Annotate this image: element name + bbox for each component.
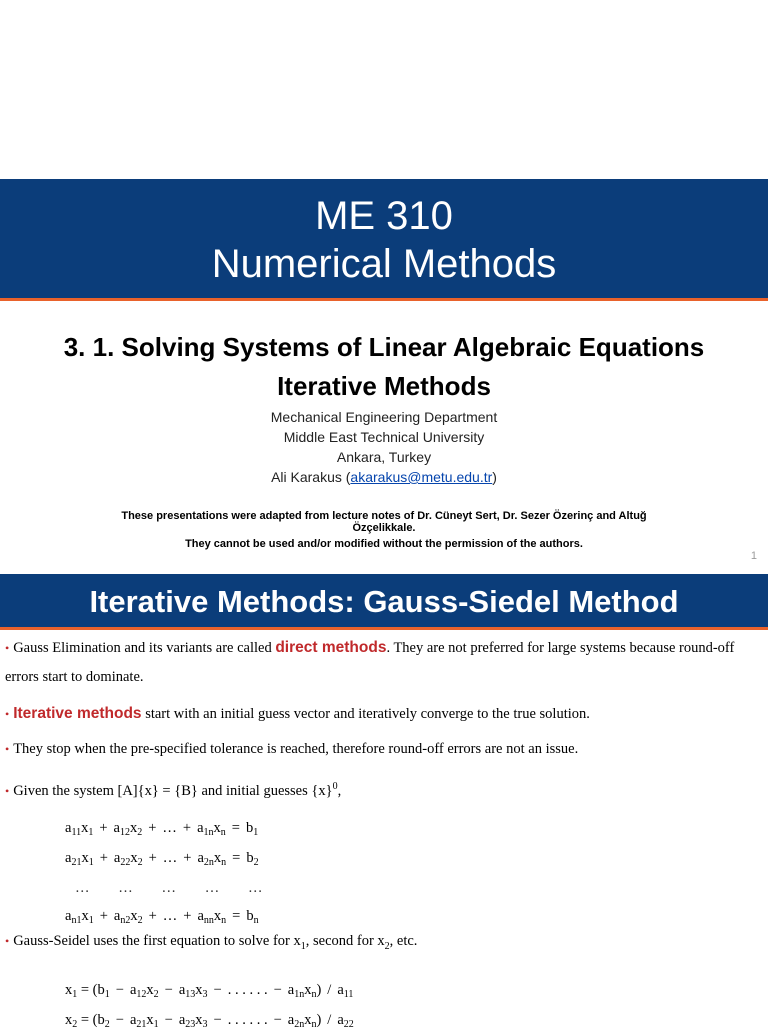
bullet: •	[5, 742, 10, 756]
iterative-methods-highlight: Iterative methods	[13, 705, 142, 722]
lecture-subtitle: Iterative Methods	[277, 371, 491, 401]
p4-text: Given the system [A]{x} = {B} and initial guesses {x}	[13, 782, 333, 799]
author-email-link[interactable]: akarakus@metu.edu.tr	[350, 469, 493, 485]
p4-end: ,	[337, 782, 342, 799]
location: Ankara, Turkey	[336, 449, 432, 465]
p2-text-after: start with an initial guess vector and iteratively converge to the true solution.	[141, 706, 590, 722]
p1-text-before: Gauss Elimination and its variants are called	[13, 640, 276, 656]
p3-text: They stop when the pre-specified tolerance is reached, therefore round-off errors are not an issue.	[13, 741, 579, 757]
bullet: •	[5, 641, 10, 655]
title-band	[0, 179, 768, 301]
p1-text-after: . They are not preferred for large systems because round-off errors start to dominate.	[5, 640, 735, 685]
page-number: 1	[750, 550, 757, 562]
p5-sub2: 2	[384, 940, 390, 952]
solution-equation-x1: $x_1 = (b_1 - a_{12}x_2 - a_{13}x_3$ − . . . . . . − $a_{1n}x_n) / a_{11}$	[65, 982, 354, 1000]
attribution-note: These presentations were adapted from lecture notes of Dr. Cüneyt Sert, Dr. Sezer Özerinç and Altuğ Özçelikkale.	[121, 510, 647, 534]
equation-row-2: $a_{21}x_1 + a_{22}x_2$ + … + $a_{2n}x_n = b_2$	[65, 850, 259, 868]
p5-text-before: Gauss-Seidel uses the first equation to solve for x	[13, 933, 301, 949]
author-close: )	[492, 469, 497, 485]
slide-heading: Iterative Methods: Gauss-Siedel Method	[0, 574, 768, 630]
p4-superscript: 0	[332, 781, 338, 792]
bullet: •	[5, 934, 10, 948]
lecture-title: 3. 1. Solving Systems of Linear Algebraic Equations	[63, 332, 705, 362]
equation-row-n: $a_{n1}x_1 + a_{n2}x_2$ + … + $a_{nn}x_n = b_n$	[65, 908, 259, 926]
p5-text-mid: , second for x	[305, 933, 385, 949]
content-slide	[0, 572, 768, 1030]
direct-methods-highlight: direct methods	[275, 639, 387, 656]
paragraph-direct-methods	[5, 633, 765, 692]
author-name: Ali Karakus (	[271, 469, 351, 485]
equation-row-1: $a_{11}x_1 + a_{12}x_2$ + … + $a_{1n}x_n = b_1$	[65, 820, 259, 838]
bullet: •	[5, 783, 10, 798]
course-code: ME 310	[315, 194, 453, 238]
paragraph-given-system	[5, 772, 765, 806]
p5-text-after: , etc.	[389, 933, 418, 949]
author-line	[0, 467, 768, 487]
paragraph-gauss-seidel	[5, 927, 765, 961]
department: Mechanical Engineering Department	[270, 409, 498, 425]
solution-equation-x2: $x_2 = (b_2 - a_{21}x_1 - a_{23}x_3$ − . . . . . . − $a_{2n}x_n) / a_{22}$	[65, 1012, 354, 1030]
permission-note: They cannot be used and/or modified without the permission of the authors.	[185, 538, 583, 550]
paragraph-iterative-methods	[5, 699, 765, 729]
course-title: Numerical Methods	[211, 242, 557, 286]
p5-sub1: 1	[300, 940, 306, 952]
university: Middle East Technical University	[283, 429, 485, 445]
equation-ellipsis-row: … … … … …	[75, 880, 264, 896]
bullet: •	[5, 707, 10, 721]
paragraph-tolerance	[5, 735, 765, 764]
